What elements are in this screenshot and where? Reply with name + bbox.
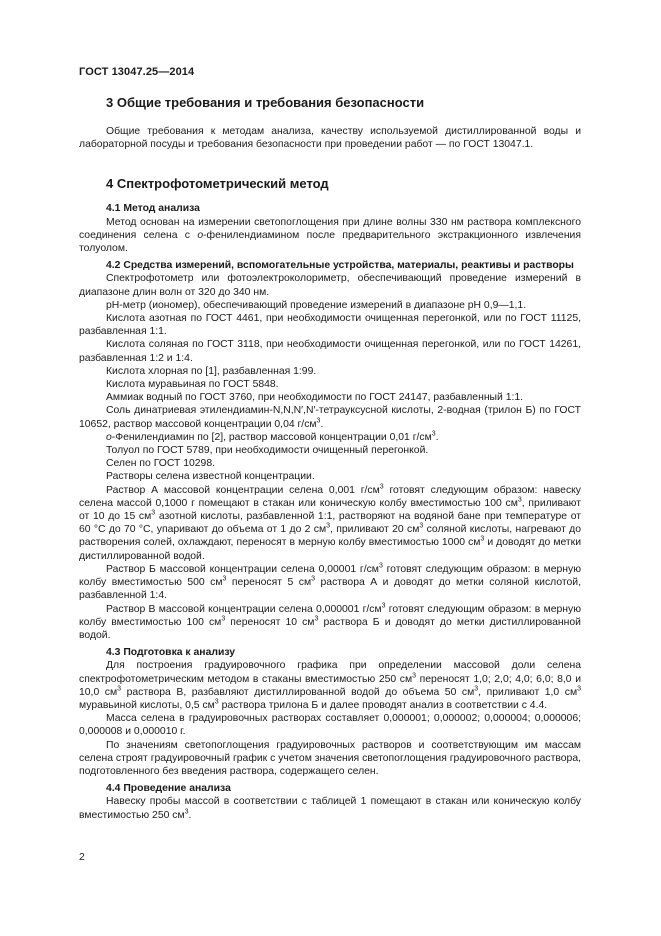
solution-v-paragraph: Раствор В массовой концентрации селена 0,000001 $г/см^3$ готовят следующим образом: в мерную колбу вместимостью 100 $см^3$ переносят 10 $см^3$ раствора Б и доводят до метки дистиллированной водой. (79, 602, 582, 641)
item-selenium: Селен по ГОСТ 10298. (106, 458, 215, 470)
item-hydrochloric-acid: Кислота соляная по ГОСТ 3118, при необходимости очищенная перегонкой, или по ГОСТ 14261, разбавленная 1:2 и 1:4. (79, 339, 581, 364)
section-4-2-title: 4.2 Средства измерений, вспомогательные устройства, материалы, реактивы и растворы (106, 260, 574, 272)
section-4-4-title: 4.4 Проведение анализа (106, 783, 231, 795)
solution-b-paragraph: Раствор Б массовой концентрации селена 0,00001 $г/см^3$ готовят следующим образом: в мерную колбу вместимостью 500 $см^3$ переносят 5 $см^3$ раствора А и доводят до метки соляной кислотой, разбавленной 1:4. (79, 562, 581, 602)
section-4-1-paragraph: Метод основан на измерении светопоглощения при длине волны 330 нм раствора комплексного соединения селена с о-фенилендиамином после предварительного экстракционного извлечения толуолом. (79, 216, 581, 255)
section-4-title: 4 Спектрофотометрический метод (106, 176, 329, 192)
analysis-paragraph: Навеску пробы массой в соответствии с таблицей 1 помещают в стакан или коническую колбу вместимостью 250 $см^3$. (79, 796, 581, 821)
section-4-1-title: 4.1 Метод анализа (106, 203, 200, 215)
item-spectrophotometer: Спектрофотометр или фотоэлектроколориметр, обеспечивающий проведение измерений в диапазоне длин волн от 320 до 340 нм. (79, 273, 581, 298)
item-formic-acid: Кислота муравьиная по ГОСТ 5848. (106, 379, 279, 391)
section-4-3-title: 4.3 Подготовка к анализу (106, 647, 236, 659)
section-3-paragraph: Общие требования к методам анализа, качеству используемой дистиллированной воды и лабораторной посуды и требования безопасности при проведении работ — по ГОСТ 13047.1. (79, 126, 581, 151)
item-selenium-solutions: Растворы селена известной концентрации. (106, 471, 315, 483)
page-number: 2 (79, 852, 85, 863)
item-toluene: Толуол по ГОСТ 5789, при необходимости очищенный перегонкой. (106, 445, 429, 457)
item-ammonia: Аммиак водный по ГОСТ 3760, при необходимости по ГОСТ 24147, разбавленный 1:1. (106, 392, 524, 404)
calibration-graph-paragraph: По значениям светопоглощения градуировочных растворов и соответствующим им массам селена строят градуировочный график с учетом значения светопоглощения градуировочного раствора, подготовленного без введения раствора, содержащего селен. (79, 739, 581, 777)
solution-a-paragraph: Раствор А массовой концентрации селена 0,001 $г/см^3$ готовят следующим образом: навеску селена массой 0,1000 г помещают в стакан или коническую колбу вместимостью 100 $см^3$, приливают от 10 до 15 $см^3$ азотной кислоты, разбавленной 1:1, растворяют на водяной бане при температуре от 60 °С до 70 °С, упаривают до объема от 1 до 2 $см^3$, приливают 20 $см^3$ соляной кислоты, нагревают до растворения солей, охлаждают, переносят в мерную колбу вместимостью 1000 $см^3$ и доводят до метки дистиллированной водой. (79, 483, 582, 562)
item-ph-meter: pH-метр (иономер), обеспечивающий проведение измерений в диапазоне pH 0,9—1,1. (106, 299, 527, 311)
item-trilon-b: Соль динатриевая этилендиамин-N,N,N′,N′-тетрауксусной кислоты, 2-водная (трилон Б) по ГОСТ 10652, раствор массовой концентрации 0,04 $г/см^3$. (79, 405, 581, 430)
calibration-mass-paragraph: Масса селена в градуировочных растворах составляет 0,000001; 0,000002; 0,000004; 0,000006; 0,000008 и 0,000010 г. (79, 713, 581, 738)
item-phenylenediamine: о-Фенилендиамин по [2], раствор массовой концентрации 0,01 $г/см^3$. (106, 430, 439, 443)
document-header: ГОСТ 13047.25—2014 (79, 66, 195, 78)
item-perchloric-acid: Кислота хлорная по [1], разбавленная 1:99. (106, 365, 317, 377)
calibration-paragraph: Для построения градуировочного графика при определении массовой доли селена спектрофотометрическим методом в стаканы вместимостью 250 $см^3$ переносят 1,0; 2,0; 4,0; 6,0; 8,0 и 10,0 $см^3$ раствора В, разбавляют дистиллированной водой до объема 50 $см^3$, приливают 1,0 $см^3$ муравьиной кислоты, 0,5 $см^3$ раствора трилона Б и далее проводят анализ в соответствии с 4.4. (79, 660, 582, 711)
section-3-title: 3 Общие требования и требования безопасности (106, 95, 425, 110)
item-nitric-acid: Кислота азотная по ГОСТ 4461, при необходимости очищенная перегонкой, или по ГОСТ 11125, разбавленная 1:1. (79, 313, 581, 338)
document-body (79, 92, 581, 822)
